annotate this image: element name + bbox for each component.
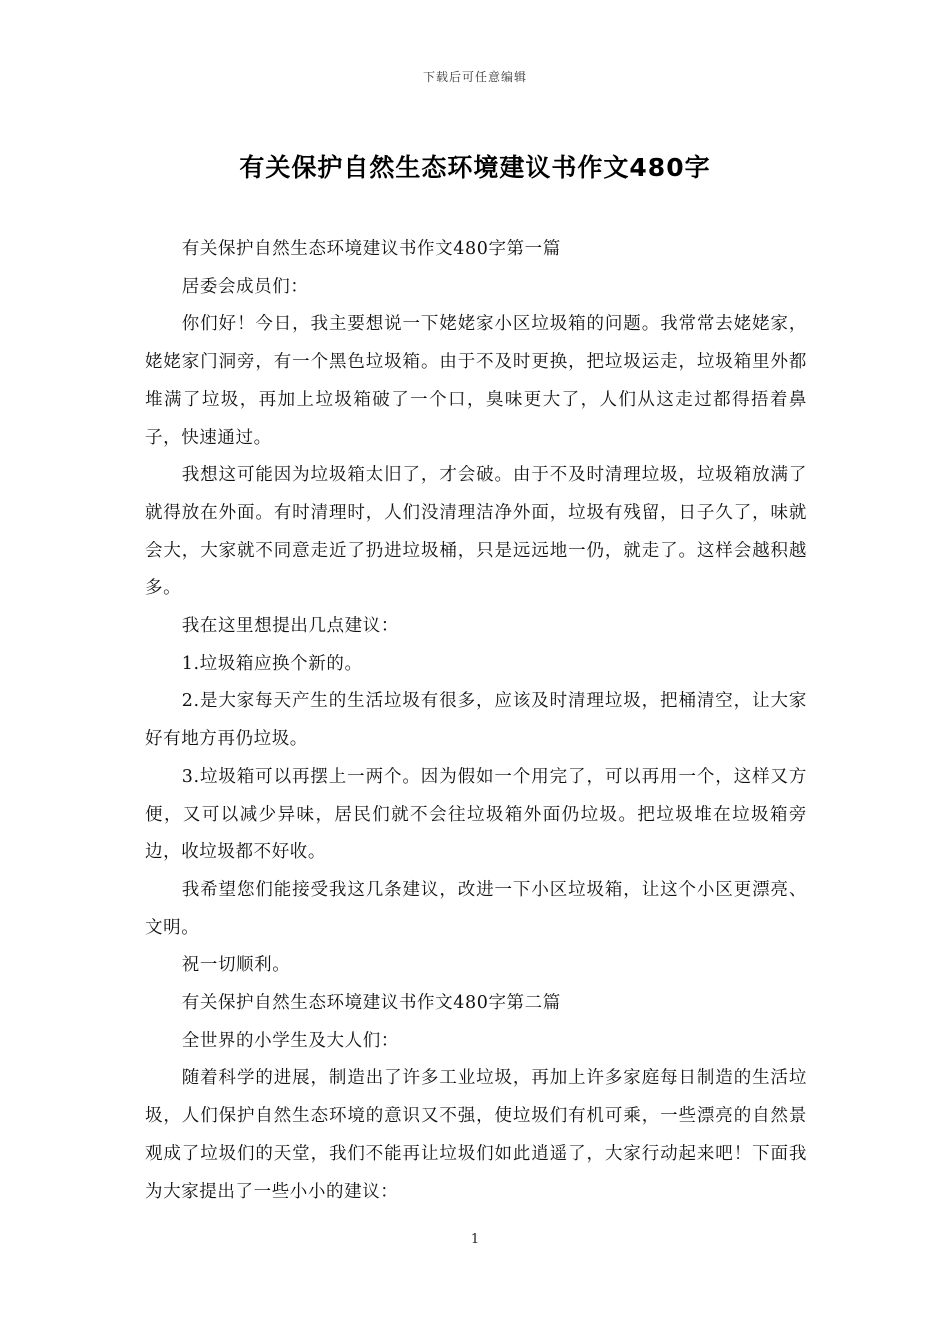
document-body xyxy=(145,231,807,1211)
salutation-paragraph: 居委会成员们： xyxy=(181,276,309,297)
suggestion-item: 2.是大家每天产生的生活垃圾有很多，应该及时清理垃圾，把桶清空，让大家好有地方再仍垃圾。 xyxy=(145,691,807,750)
salutation-paragraph: 全世界的小学生及大人们： xyxy=(181,1030,399,1051)
suggestion-item: 1.垃圾箱应换个新的。 xyxy=(181,653,363,674)
page-header: 下载后可任意编辑 xyxy=(422,70,527,84)
body-paragraph: 我想这可能因为垃圾箱太旧了，才会破。由于不及时清理垃圾，垃圾箱放满了就得放在外面。有时清理时，人们没清理洁净外面，垃圾有残留，日子久了，味就会大，大家就不同意走近了扔进垃圾桶，只是远远地一仍，就走了。这样会越积越多。 xyxy=(145,465,807,599)
section-heading-second: 有关保护自然生态环境建议书作文480字第二篇 xyxy=(181,993,561,1014)
document-title: 有关保护自然生态环境建议书作文480字 xyxy=(239,153,711,182)
closing-paragraph: 祝一切顺利。 xyxy=(181,955,291,976)
section-heading-first: 有关保护自然生态环境建议书作文480字第一篇 xyxy=(181,239,561,259)
body-paragraph: 你们好！今日，我主要想说一下姥姥家小区垃圾箱的问题。我常常去姥姥家，姥姥家门洞旁，有一个黑色垃圾箱。由于不及时更换，把垃圾运走，垃圾箱里外都堆满了垃圾，再加上垃圾箱破了一个口，臭味更大了，人们从这走过都得捂着鼻子，快速通过。 xyxy=(145,314,807,448)
suggestion-item: 3.垃圾箱可以再摆上一两个。因为假如一个用完了，可以再用一个，这样又方便，又可以减少异味，居民们就不会往垃圾箱外面仍垃圾。把垃圾堆在垃圾箱旁边，收垃圾都不好收。 xyxy=(145,766,807,863)
body-paragraph: 我在这里想提出几点建议： xyxy=(181,616,399,637)
body-paragraph: 随着科学的进展，制造出了许多工业垃圾，再加上许多家庭每日制造的生活垃圾，人们保护自然生态环境的意识又不强，使垃圾们有机可乘，一些漂亮的自然景观成了垃圾们的天堂，我们不能再让垃圾们如此逍遥了，大家行动起来吧！下面我为大家提出了一些小小的建议： xyxy=(145,1068,807,1202)
body-paragraph: 我希望您们能接受我这几条建议，改进一下小区垃圾箱，让这个小区更漂亮、文明。 xyxy=(145,879,807,938)
page-number: 1 xyxy=(470,1232,480,1247)
